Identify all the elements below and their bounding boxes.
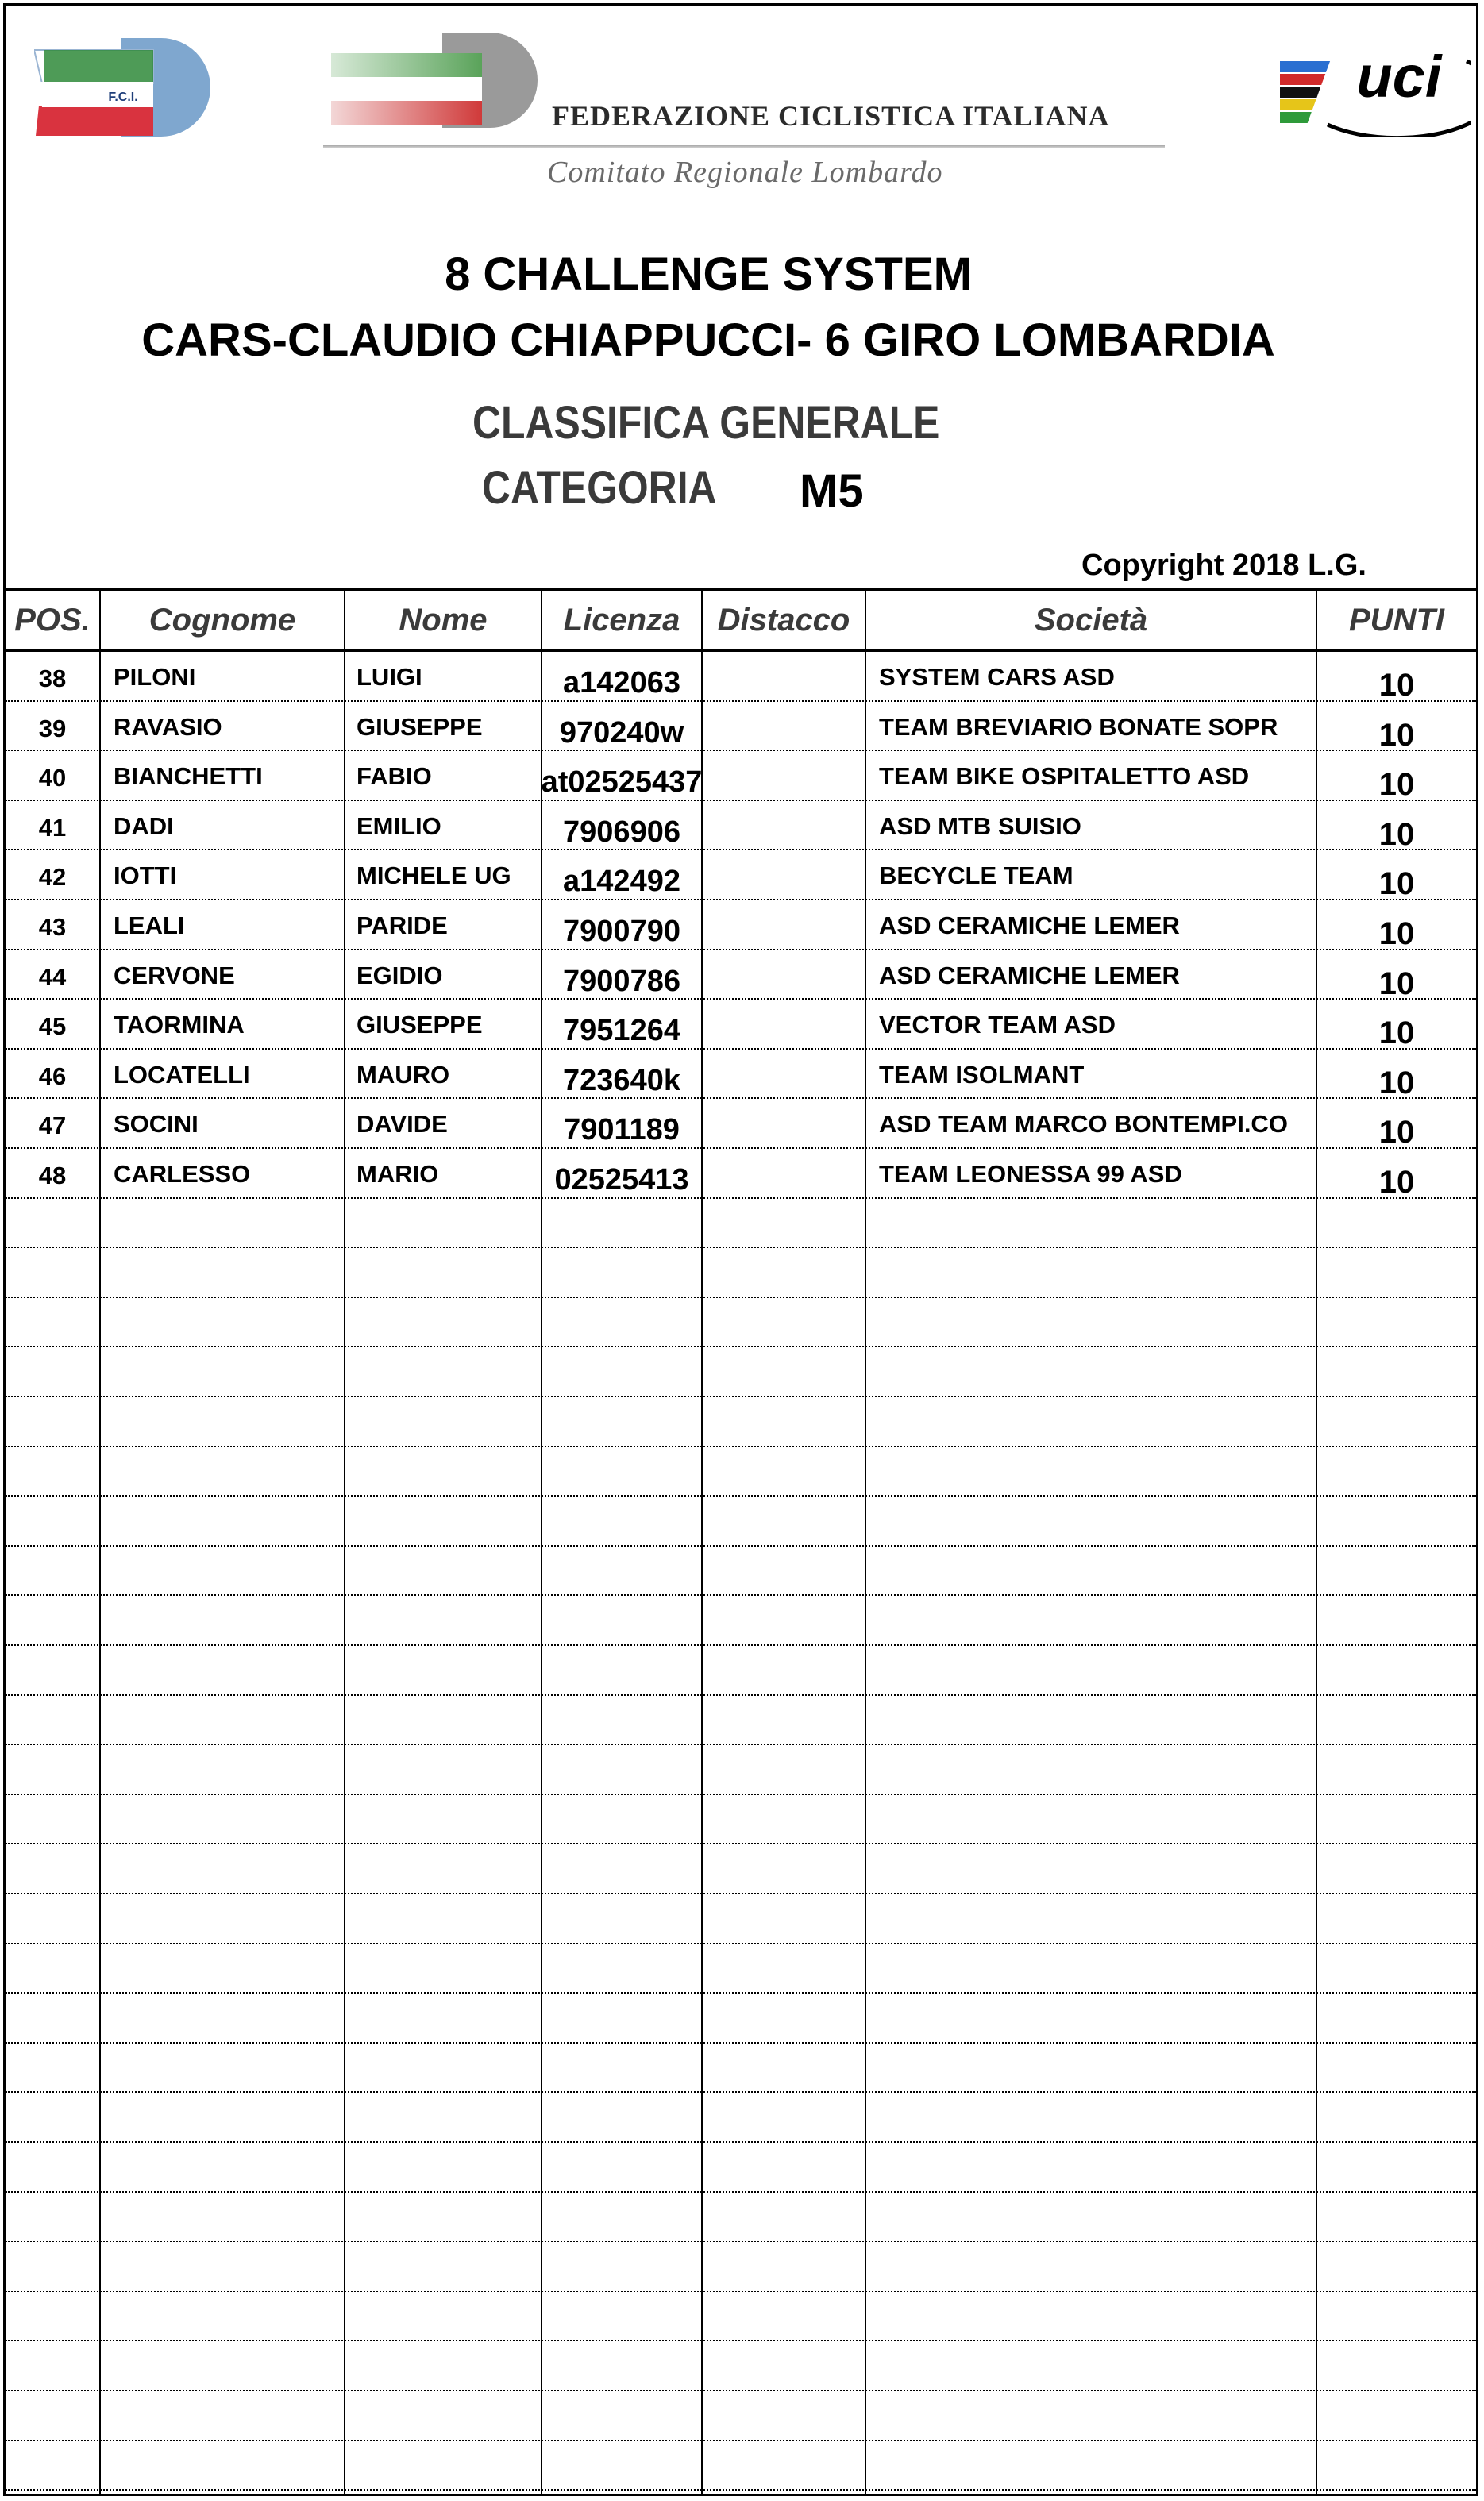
header-divider [323, 145, 1165, 148]
cell-cognome: BIANCHETTI [114, 762, 263, 791]
empty-table-row [6, 2143, 1476, 2193]
category-value: M5 [800, 465, 864, 517]
table-row [6, 801, 1476, 851]
cell-cognome: PILONI [114, 663, 196, 691]
cell-cognome: RAVASIO [114, 712, 222, 741]
cell-nome: EMILIO [357, 811, 441, 840]
table-row [6, 702, 1476, 752]
cell-distacco [712, 652, 863, 700]
cell-distacco [712, 702, 863, 750]
header-societa: Società [1034, 603, 1148, 638]
empty-table-row [6, 1447, 1476, 1497]
empty-table-row [6, 1696, 1476, 1746]
cell-punti: 10 [1378, 1065, 1415, 1100]
table-row [6, 900, 1476, 950]
cell-distacco [712, 1050, 863, 1098]
event-title-line1: 8 CHALLENGE SYSTEM [445, 249, 972, 300]
cell-punti: 10 [1378, 767, 1415, 803]
cell-cognome: IOTTI [114, 861, 177, 890]
cell-societa: ASD CERAMICHE LEMER [879, 961, 1180, 989]
cell-pos: 41 [38, 813, 67, 842]
cell-nome: DAVIDE [357, 1110, 448, 1139]
cell-licenza: 7906906 [563, 815, 680, 849]
empty-table-row [6, 1248, 1476, 1298]
empty-table-row [6, 2242, 1476, 2292]
empty-table-row [6, 1646, 1476, 1696]
cell-nome: MARIO [357, 1160, 439, 1188]
header-licenza: Licenza [563, 603, 680, 638]
cell-societa: TEAM BIKE OSPITALETTO ASD [879, 762, 1250, 791]
empty-table-row [6, 1347, 1476, 1397]
column-divider [865, 588, 866, 2494]
cell-punti: 10 [1378, 1015, 1415, 1051]
cell-cognome: LOCATELLI [114, 1060, 250, 1089]
empty-table-row [6, 1795, 1476, 1845]
empty-table-row [6, 2391, 1476, 2441]
cell-punti: 10 [1378, 1165, 1415, 1200]
cell-nome: EGIDIO [357, 961, 443, 989]
table-row [6, 652, 1476, 702]
cell-nome: GIUSEPPE [357, 1011, 483, 1039]
empty-table-row [6, 1497, 1476, 1547]
cell-licenza: 7951264 [563, 1014, 680, 1048]
cell-societa: ASD MTB SUISIO [879, 811, 1081, 840]
table-row [6, 751, 1476, 801]
empty-table-row [6, 1298, 1476, 1348]
cell-licenza: 02525413 [554, 1163, 689, 1197]
empty-table-row [6, 2044, 1476, 2094]
header-cognome: Cognome [148, 603, 296, 638]
cell-distacco [712, 751, 863, 800]
cell-pos: 38 [38, 665, 67, 692]
cell-licenza: at02525437 [541, 765, 703, 800]
cell-cognome: TAORMINA [114, 1011, 245, 1039]
empty-table-row [6, 1844, 1476, 1894]
table-row [6, 1099, 1476, 1149]
empty-table-row [6, 1596, 1476, 1646]
cell-cognome: DADI [114, 811, 174, 840]
table-row [6, 850, 1476, 900]
cell-distacco [712, 801, 863, 850]
cell-societa: BECYCLE TEAM [879, 861, 1073, 890]
empty-table-row [6, 1397, 1476, 1447]
column-divider [701, 588, 703, 2494]
cell-punti: 10 [1378, 1115, 1415, 1150]
cell-pos: 43 [38, 913, 67, 941]
cell-licenza: a142492 [563, 865, 680, 899]
uci-logo-text: uci [1356, 44, 1442, 110]
cell-societa: SYSTEM CARS ASD [879, 663, 1115, 691]
empty-table-row [6, 1547, 1476, 1597]
empty-table-row [6, 2292, 1476, 2342]
fci-logo [34, 34, 217, 141]
cell-licenza: 723640k [563, 1063, 680, 1097]
header-distacco: Distacco [717, 603, 850, 638]
cell-nome: PARIDE [357, 911, 448, 939]
empty-table-row [6, 2093, 1476, 2143]
header-pos: POS. [14, 603, 91, 638]
cell-pos: 46 [38, 1062, 67, 1090]
cell-licenza: 7900786 [563, 964, 680, 998]
federation-flag-emblem [323, 29, 553, 133]
cell-distacco [712, 900, 863, 949]
cell-punti: 10 [1378, 866, 1415, 902]
uci-logo [1280, 37, 1471, 137]
cell-distacco [712, 1099, 863, 1147]
cell-societa: VECTOR TEAM ASD [879, 1011, 1116, 1039]
cell-punti: 10 [1378, 668, 1415, 703]
cell-licenza: 7900790 [563, 915, 680, 948]
cell-societa: TEAM ISOLMANT [879, 1060, 1085, 1089]
cell-pos: 44 [38, 962, 67, 991]
column-divider [344, 588, 345, 2494]
cell-societa: TEAM BREVIARIO BONATE SOPR [879, 712, 1278, 741]
header-nome: Nome [399, 603, 488, 638]
column-divider [541, 588, 542, 2494]
table-header [6, 588, 1476, 652]
cell-punti: 10 [1378, 965, 1415, 1001]
cell-pos: 40 [38, 764, 67, 792]
cell-nome: MICHELE UG [357, 861, 511, 890]
cell-nome: LUIGI [357, 663, 422, 691]
results-table [6, 588, 1476, 1200]
cell-societa: ASD TEAM MARCO BONTEMPI.CO [879, 1110, 1288, 1139]
category-label: CATEGORIA [482, 462, 717, 514]
table-row [6, 950, 1476, 1000]
column-divider [99, 588, 101, 2494]
empty-table-row [6, 1199, 1476, 1249]
column-divider [1316, 588, 1317, 2494]
cell-societa: TEAM LEONESSA 99 ASD [879, 1160, 1182, 1188]
empty-table-row [6, 2341, 1476, 2391]
header-punti: PUNTI [1349, 603, 1444, 638]
cell-cognome: LEALI [114, 911, 185, 939]
cell-distacco [712, 1000, 863, 1048]
cell-pos: 47 [38, 1112, 67, 1140]
cell-punti: 10 [1378, 816, 1415, 852]
empty-table-row [6, 2441, 1476, 2491]
cell-pos: 48 [38, 1162, 67, 1189]
cell-cognome: CERVONE [114, 961, 235, 989]
table-row [6, 1000, 1476, 1050]
cell-cognome: SOCINI [114, 1110, 199, 1139]
cell-nome: MAURO [357, 1060, 450, 1089]
cell-pos: 42 [38, 863, 67, 892]
table-row [6, 1050, 1476, 1100]
empty-table-row [6, 1894, 1476, 1944]
cell-distacco [712, 950, 863, 999]
fci-logo-text: F.C.I. [108, 91, 138, 104]
cell-societa: ASD CERAMICHE LEMER [879, 911, 1180, 939]
cell-licenza: 7901189 [564, 1113, 680, 1147]
cell-cognome: CARLESSO [114, 1160, 251, 1188]
cell-pos: 45 [38, 1012, 67, 1041]
empty-table-row [6, 1745, 1476, 1795]
table-row [6, 1149, 1476, 1199]
empty-table-row [6, 1944, 1476, 1994]
federation-name: FEDERAZIONE CICLISTICA ITALIANA [552, 100, 1110, 132]
cell-nome: GIUSEPPE [357, 712, 483, 741]
regional-committee: Comitato Regionale Lombardo [547, 156, 943, 189]
event-title-line2: CARS-CLAUDIO CHIAPPUCCI- 6 GIRO LOMBARDIA [141, 314, 1275, 366]
cell-licenza: a142063 [563, 666, 680, 699]
cell-pos: 39 [38, 714, 67, 742]
empty-table-row [6, 2193, 1476, 2243]
copyright-notice: Copyright 2018 L.G. [1081, 549, 1366, 582]
cell-distacco [712, 1149, 863, 1197]
cell-nome: FABIO [357, 762, 432, 791]
cell-distacco [712, 850, 863, 899]
cell-licenza: 970240w [559, 715, 684, 750]
ranking-label: CLASSIFICA GENERALE [472, 397, 940, 449]
empty-table-row [6, 1994, 1476, 2044]
results-sheet [3, 3, 1478, 2496]
cell-punti: 10 [1378, 916, 1415, 951]
cell-punti: 10 [1378, 717, 1415, 753]
